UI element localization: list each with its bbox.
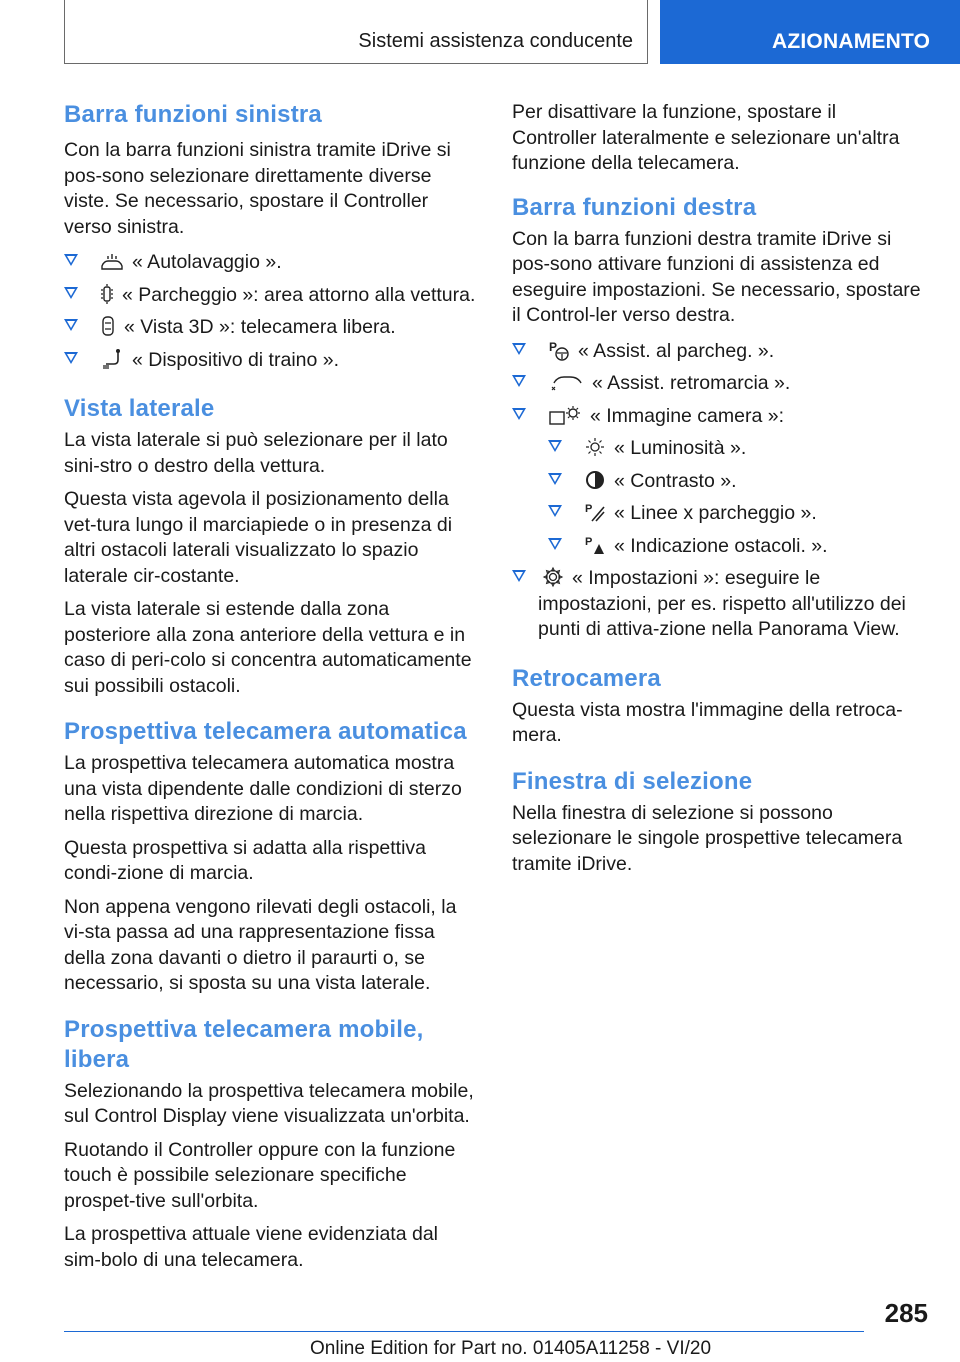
settings-gear-icon <box>542 566 564 588</box>
svg-text:P: P <box>585 503 593 515</box>
paragraph: La prospettiva telecamera automatica mostra una vista dipendente dalle condizioni di sterzo nella rispettiva direzione di marcia. <box>64 752 462 825</box>
section-title: Sistemi assistenza conducente <box>358 30 633 52</box>
list-item: « Impostazioni »: eseguire le impostazioni, per es. rispetto all'utilizzo dei punti di attiva-zione nella Panorama View. <box>512 566 926 643</box>
list-item: « Autolavaggio ». <box>64 250 478 276</box>
list-barra-sinistra <box>64 250 478 373</box>
paragraph: Con la barra funzioni sinistra tramite iDrive si pos-sono selezionare direttamente diverse viste. Se necessario, spostare il Controller verso sinistra. <box>64 139 451 238</box>
parking-lines-icon <box>584 501 606 523</box>
list-item: « Contrasto ». <box>548 469 926 495</box>
obstacle-marking-icon <box>584 534 606 556</box>
svg-text:P: P <box>549 339 558 354</box>
chapter-tab-label: AZIONAMENTO <box>772 30 931 53</box>
heading-barra-destra: Barra funzioni destra <box>512 193 757 221</box>
heading-prospettiva-mobile: Prospettiva telecamera mobile, libera <box>64 1015 424 1073</box>
bullet-triangle-icon <box>64 352 78 364</box>
bullet-triangle-icon <box>64 287 78 299</box>
bullet-triangle-icon <box>548 538 562 550</box>
bullet-triangle-icon <box>512 375 526 387</box>
paragraph: Questa vista mostra l'immagine della retroca-mera. <box>512 698 903 746</box>
bullet-triangle-icon <box>512 343 526 355</box>
parking-assist-icon <box>548 339 570 361</box>
contrast-icon <box>584 469 606 491</box>
bullet-triangle-icon <box>548 473 562 485</box>
svg-text:P: P <box>585 535 593 548</box>
list-item: « Dispositivo di traino ». <box>64 348 478 374</box>
list-immagine-camera <box>548 436 926 559</box>
heading-barra-sinistra: Barra funzioni sinistra <box>64 101 322 128</box>
list-item: « Vista 3D »: telecamera libera. <box>64 315 478 341</box>
heading-vista-laterale: Vista laterale <box>64 395 215 422</box>
car-wash-icon <box>100 252 124 272</box>
paragraph: Per disattivare la funzione, spostare il Controller lateralmente e selezionare un'altra funzione della telecamera. <box>512 101 900 174</box>
paragraph: La vista laterale si può selezionare per il lato sini-stro o destro della vettura. <box>64 429 448 477</box>
bullet-triangle-icon <box>64 254 78 266</box>
paragraph: Questa prospettiva si adatta alla rispettiva condi-zione di marcia. <box>64 836 427 884</box>
parking-view-icon <box>100 283 114 305</box>
list-item: « Luminosità ». <box>548 436 926 462</box>
brightness-icon <box>584 436 606 458</box>
right-column <box>512 100 926 877</box>
bullet-triangle-icon <box>548 440 562 452</box>
footer-edition: Online Edition for Part no. 01405A11258 - VI/20 <box>310 1338 712 1359</box>
list-barra-destra <box>512 339 926 430</box>
bullet-triangle-icon <box>64 319 78 331</box>
paragraph: Nella finestra di selezione si possono selezionare le singole prospettive telecamera tramite iDrive. <box>512 801 903 875</box>
paragraph: Non appena vengono rilevati degli ostacoli, la vi-sta passa ad una rappresentazione fissa della zona davanti o dietro il paraurti o, se necessario, si sposta su una vista laterale. <box>64 895 457 994</box>
list-item: P « Assist. al parcheg. ». <box>512 339 926 365</box>
list-item: P « Linee x parcheggio ». <box>548 501 926 527</box>
list-item: « Assist. retromarcia ». <box>512 371 926 397</box>
paragraph: Ruotando il Controller oppure con la funzione touch è possibile selezionare specifiche prospet-tive sull'orbita. <box>64 1138 456 1212</box>
list-impostazioni <box>512 566 926 643</box>
paragraph: Selezionando la prospettiva telecamera mobile, sul Control Display viene visualizzata un'orbita. <box>64 1079 474 1127</box>
list-item: « Parcheggio »: area attorno alla vettura. <box>64 283 478 309</box>
heading-finestra-selezione: Finestra di selezione <box>512 767 753 795</box>
bullet-triangle-icon <box>548 505 562 517</box>
bullet-triangle-icon <box>512 408 526 420</box>
heading-retrocamera: Retrocamera <box>512 664 661 692</box>
page-number: 285 <box>884 1298 928 1328</box>
paragraph: La prospettiva attuale viene evidenziata dal sim-bolo di una telecamera. <box>64 1223 439 1271</box>
list-item: « Immagine camera »: <box>512 404 926 430</box>
heading-prospettiva-automatica: Prospettiva telecamera automatica <box>64 718 467 745</box>
list-item: P « Indicazione ostacoli. ». <box>548 534 926 560</box>
paragraph: Con la barra funzioni destra tramite iDrive si pos-sono attivare funzioni di assistenza ed eseguire impostazioni. Se necessario, spostare il Control-ler verso destra. <box>512 227 921 326</box>
reversing-assist-icon <box>548 373 584 393</box>
left-column <box>64 100 478 1273</box>
camera-image-icon <box>548 404 582 426</box>
view-3d-icon <box>100 315 116 337</box>
paragraph: Questa vista agevola il posizionamento della vet-tura lungo il marciapiede o in presenza di altri ostacoli laterali visualizzato lo spazio laterale cir-costante. <box>64 488 453 587</box>
bullet-triangle-icon <box>512 570 526 582</box>
header-section-box <box>64 0 648 64</box>
footer-divider <box>64 1331 864 1332</box>
tow-hitch-icon <box>100 348 124 370</box>
paragraph: La vista laterale si estende dalla zona posteriore alla zona anteriore della vettura e in caso di peri-colo si concentra automaticamente sui possibili ostacoli. <box>64 598 472 697</box>
chapter-tab[interactable] <box>660 0 960 64</box>
